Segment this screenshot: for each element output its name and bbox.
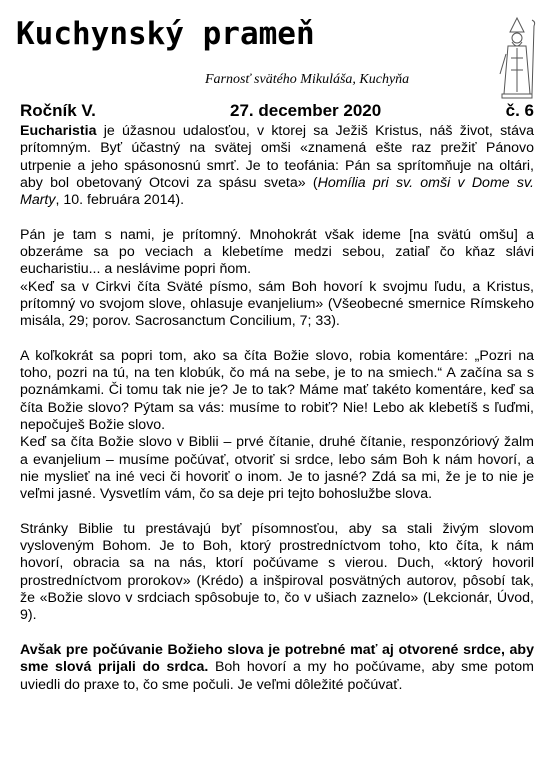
- paragraph-4: A koľkokrát sa popri tom, ako sa číta Božie slovo, robia komentáre: „Pozri na toho, pozri na tú, na ten klobúk, čo má na sebe, je to na smiech.“ A začína sa s poznámkami. Či tomu tak nie je? Je to tak? Máme mať takéto komentáre, keď sa číta Božie slovo? Pýtam sa vás: musíme to robiť? Nie! Lebo ak klebetíš s ľuďmi, nepočuješ Božie slovo.: [20, 347, 534, 434]
- saint-nicholas-icon: [496, 14, 538, 100]
- issue-line: [20, 101, 534, 121]
- volume-label: Ročník V.: [20, 101, 96, 120]
- paragraph-3: «Keď sa v Cirkvi číta Sväté písmo, sám Boh hovorí k svojmu ľudu, a Kristus, prítomný vo svojom slove, ohlasuje evanjelium» (Všeobecné smernice Rímskeho misála, 29; porov. Sacrosanctum Concilium, 7; 33).: [20, 278, 534, 330]
- paragraph-7: [20, 642, 534, 694]
- issue-number: č. 6: [505, 101, 534, 120]
- lead-word: Eucharistia: [20, 123, 97, 139]
- newsletter-title: Kuchynský prameň: [16, 16, 315, 52]
- citation: Homília pri sv. omši v Dome sv. Marty: [20, 174, 534, 209]
- paragraph-2: Pán je tam s nami, je prítomný. Mnohokrát však ideme [na svätú omšu] a obzeráme sa po veciach a klebetíme medzi sebou, zatiaľ čo kňaz slávi eucharistiu... a neslávime popri ňom.: [20, 226, 534, 278]
- issue-date: 27. december 2020: [230, 101, 382, 120]
- paragraph-1-text: je úžasnou udalosťou, v ktorej sa Ježiš Kristus, náš život, stáva prítomným. Byť účastný na svätej omši «znamená ešte raz prežiť Pánovo utrpenie a jeho spásonosnú smrť. Je to teofánia: Pán sa sprítomňuje na oltári, aby bol obetovaný Otcovi za spásu sveta» (: [20, 123, 534, 191]
- paragraph-1-end: , 10. februára 2014).: [55, 192, 185, 209]
- paragraph-7-bold: Avšak pre počúvanie Božieho slova je potrebné mať aj otvorené srdce, aby sme slová prijali do srdca.: [20, 641, 534, 676]
- paragraph-1: [20, 123, 534, 209]
- article-body: [20, 123, 534, 694]
- paragraph-7-text: Boh hovorí a my ho počúvame, aby sme potom uviedli do praxe to, čo sme počuli. Je veľmi dôležité počúvať.: [20, 659, 534, 693]
- paragraph-5: Keď sa číta Božie slovo v Biblii – prvé čítanie, druhé čítanie, responzóriový žalm a evanjelium – musíme počúvať, otvoriť si srdce, lebo sám Boh k nám hovorí, a nie myslieť na iné veci či hovoriť o inom. Je to jasné? Zdá sa mi, že je to nie je veľmi jasné. Vysvetlím vám, čo sa deje pri tejto bohoslužbe slova.: [20, 434, 534, 503]
- parish-name: Farnosť svätého Mikuláša, Kuchyňa: [205, 72, 410, 87]
- paragraph-6: Stránky Biblie tu prestávajú byť písomnosťou, aby sa stali živým slovom vysloveným Bohom. Je to Boh, ktorý prostredníctvom toho, kto číta, k nám hovorí, obracia sa na nás, ktorí počúvame s vierou. Duch, «ktorý hovoril prostredníctvom prorokov» (Krédo) a inšpiroval posvätných autorov, pôsobí tak, že «Božie slovo v srdciach spôsobuje to, čo v ušiach zaznelo» (Lekcionár, Úvod, 9).: [20, 520, 534, 624]
